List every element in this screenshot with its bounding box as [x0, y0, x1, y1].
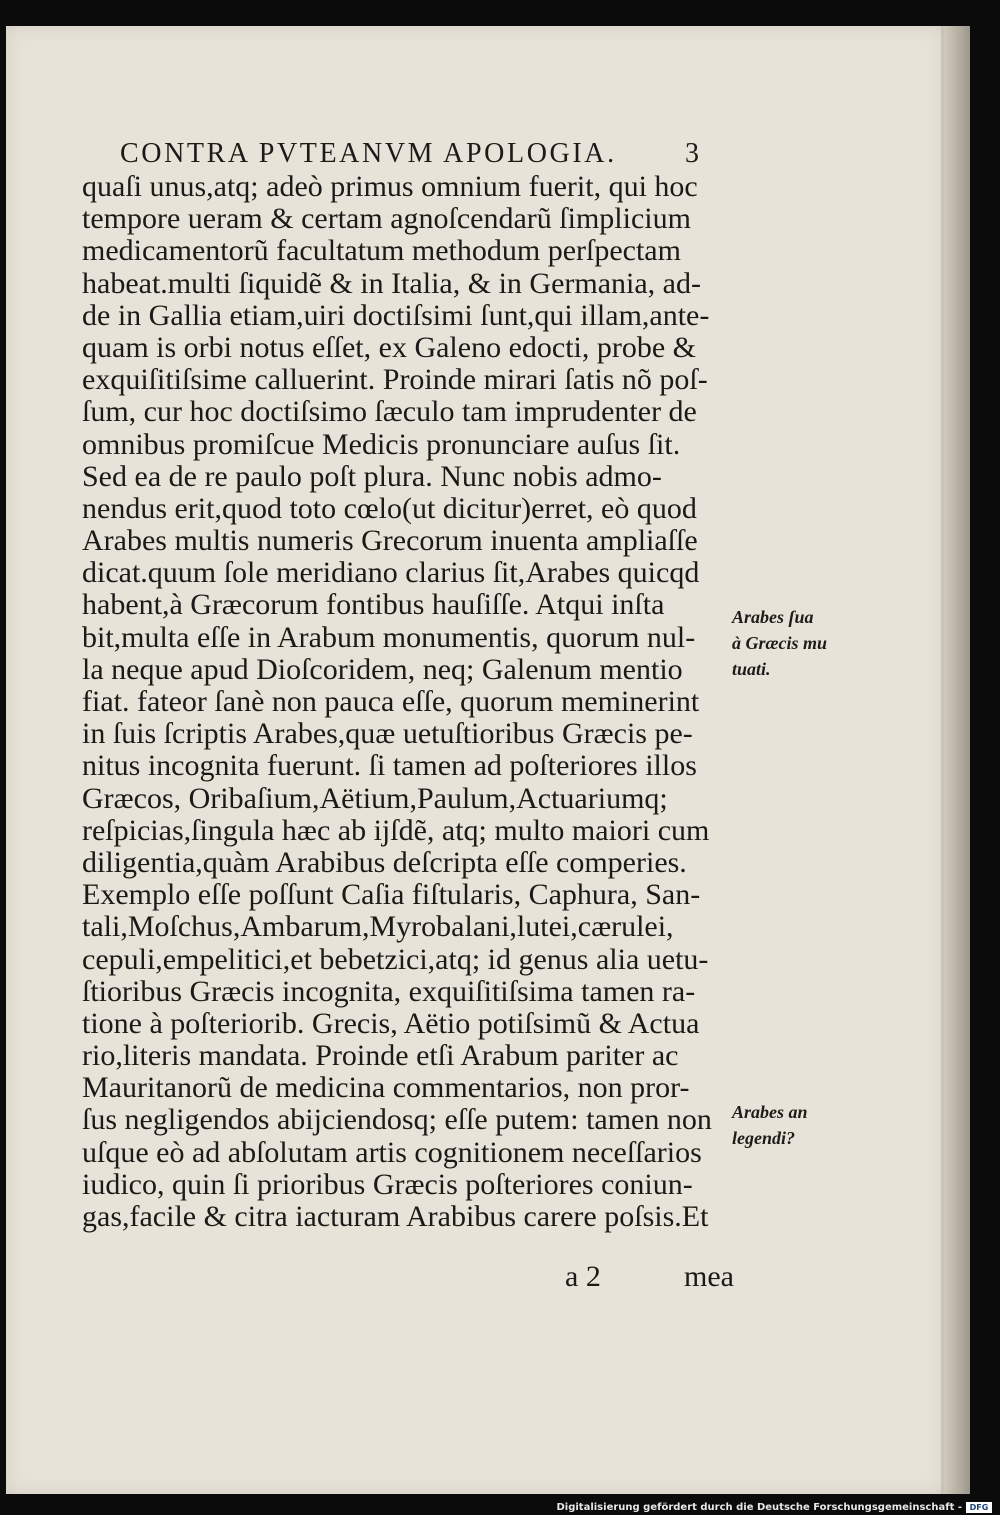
text-line: tione à poſteriorib. Grecis, Aëtio potiſsimũ & Actua [82, 1006, 700, 1040]
text-line: Arabes multis numeris Grecorum inuenta ampliaſſe [82, 524, 698, 558]
catchword: mea [684, 1260, 734, 1293]
text-line: tempore ueram & certam agnoſcendarũ ſimplicium [82, 202, 691, 236]
text-line: quam is orbi notus eſſet, ex Galeno edocti, probe & [82, 330, 697, 364]
text-line: habent,à Græcorum fontibus hauſiſſe. Atqui inſta [82, 588, 665, 622]
margin-note-arabes-sua [732, 604, 842, 682]
signature-mark: a 2 [565, 1260, 601, 1293]
margin-note-arabes-an-legendi [732, 1099, 842, 1151]
text-line: nitus incognita fuerunt. ſi tamen ad poſteriores illos [82, 749, 697, 783]
running-head [120, 138, 740, 172]
text-line: iudico, quin ſi prioribus Græcis poſteriores coniun- [82, 1167, 693, 1201]
text-line: fiat. fateor ſanè non pauca eſſe, quorum meminerint [82, 685, 700, 718]
text-line: Mauritanorũ de medicina commentarios, non pror- [82, 1071, 690, 1105]
text-line: rio,literis mandata. Proinde etſi Arabum pariter ac [82, 1039, 679, 1073]
text-line: diligentia,quàm Arabibus deſcripta eſſe comperies. [82, 845, 687, 879]
text-line: cepuli,empelitici,et bebetzici,atq; id genus alia uetu- [82, 942, 709, 976]
running-head-title: CONTRA PVTEANVM APOLOGIA. [120, 138, 617, 169]
text-line: dicat.quum ſole meridiano clarius ſit,Arabes quicqd [82, 556, 700, 590]
text-line: Exemplo eſſe poſſunt Caſia fiſtularis, Caphura, San- [82, 878, 701, 912]
text-line: habeat.multi ſiquidẽ & in Italia, & in Germania, ad- [82, 266, 701, 300]
margin-note-line: Arabes an [732, 1102, 808, 1122]
text-line: omnibus promiſcue Medicis pronunciare auſus ſit. [82, 427, 681, 461]
text-line: ſum, cur hoc doctiſsimo ſæculo tam imprudenter de [82, 395, 697, 429]
page-number: 3 [685, 138, 702, 169]
text-line: in ſuis ſcriptis Arabes,quæ uetuſtioribus Græcis pe- [82, 717, 693, 751]
text-line: ſus negligendos abijciendosq; eſſe putem: tamen non [82, 1103, 712, 1137]
text-line: Græcos, Oribaſium,Aëtium,Paulum,Actuariumq; [82, 781, 668, 815]
margin-note-line: legendi? [732, 1128, 795, 1148]
text-line: ſtioribus Græcis incognita, exquiſitiſsima tamen ra- [82, 974, 696, 1008]
page-edge [944, 26, 970, 1494]
text-line: la neque apud Dioſcoridem, neq; Galenum mentio [82, 652, 683, 686]
text-line: gas,facile & citra iacturam Arabibus carere poſsis.Et [82, 1200, 709, 1233]
text-line: bit,multa eſſe in Arabum monumentis, quorum nul- [82, 620, 696, 654]
digitization-credit: Digitalisierung gefördert durch die Deutsche Forschungsgemeinschaft - [556, 1502, 962, 1513]
text-line: quaſi unus,atq; adeò primus omnium fuerit, qui hoc [82, 170, 698, 203]
text-line: tali,Moſchus,Ambarum,Myrobalani,lutei,cærulei, [82, 910, 674, 944]
margin-note-line: à Græcis mu [732, 633, 828, 653]
body-text [82, 171, 742, 1233]
dfg-logo-icon: DFG [966, 1502, 992, 1513]
text-line: exquiſitiſsime calluerint. Proinde mirari ſatis nõ poſ- [82, 363, 708, 397]
text-line: uſque eò ad abſolutam artis cognitionem neceſſarios [82, 1135, 702, 1169]
text-line: nendus erit,quod toto cœlo(ut dicitur)erret, eò quod [82, 491, 697, 525]
text-line: medicamentorũ facultatum methodum perſpectam [82, 234, 681, 268]
margin-note-line: tuati. [732, 659, 771, 679]
text-line: reſpicias,ſingula hæc ab ijſdẽ, atq; multo maiori cum [82, 813, 710, 847]
text-line: Sed ea de re paulo poſt plura. Nunc nobis admo- [82, 459, 662, 493]
margin-note-line: Arabes ſua [732, 607, 814, 627]
text-line: de in Gallia etiam,uiri doctiſsimi ſunt,qui illam,ante- [82, 298, 710, 332]
